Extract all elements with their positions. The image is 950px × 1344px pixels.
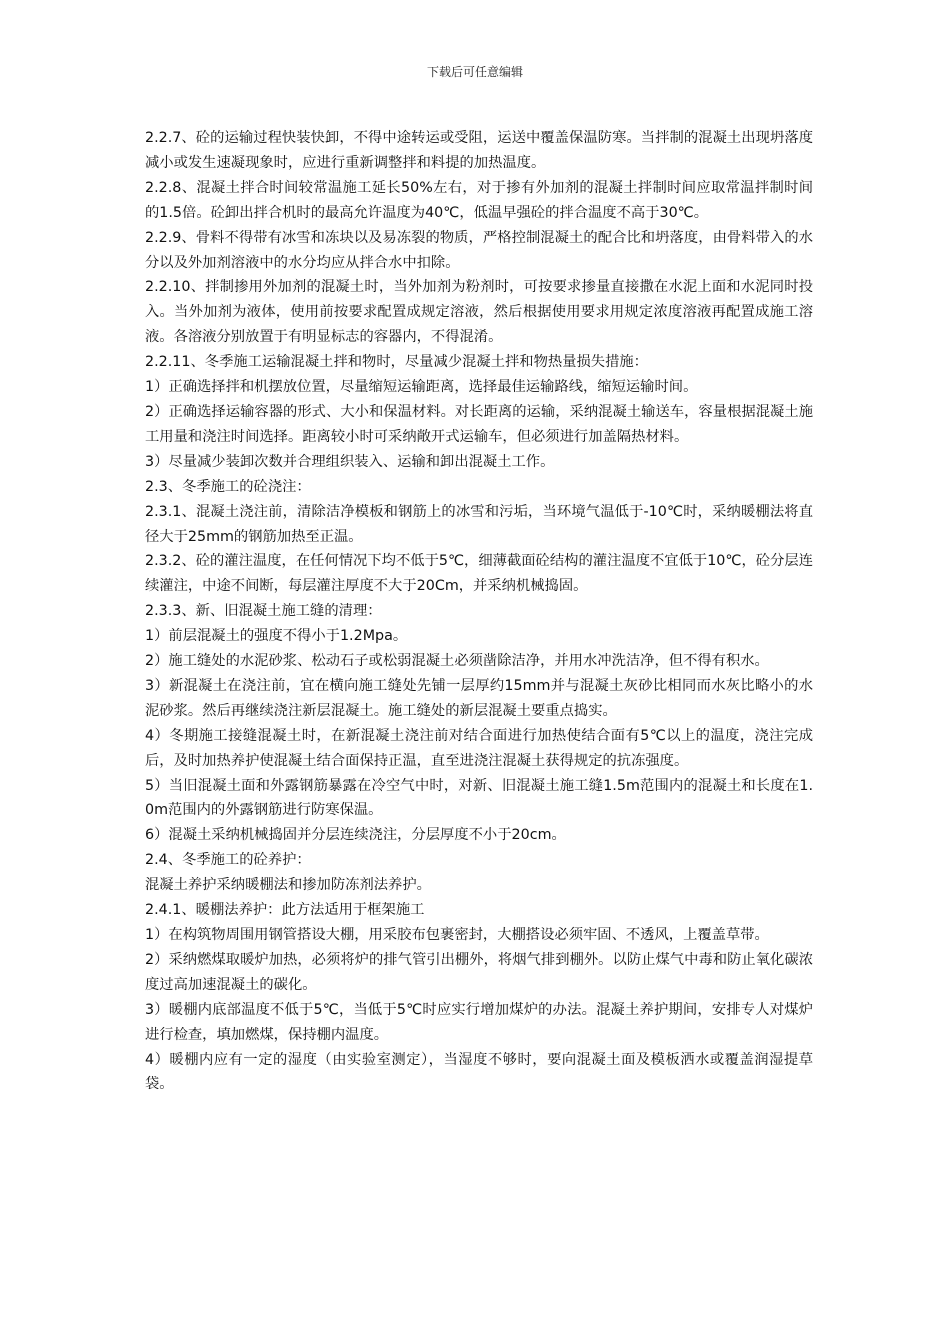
paragraph-2-2-11: 2.2.11、冬季施工运输混凝土拌和物时，尽量减少混凝土拌和物热量损失措施：: [145, 354, 648, 371]
paragraph-2-2-7: 2.2.7、砼的运输过程快装快卸，不得中途转运或受阻，运送中覆盖保温防寒。当拌制的混凝土出现坍落度减小或发生速凝现象时，应进行重新调整拌和料提的加热温度。: [145, 130, 813, 171]
section-heading-2-3: 2.3、冬季施工的砼浇注：: [145, 478, 311, 495]
list-item: 5）当旧混凝土面和外露钢筋暴露在冷空气中时，对新、旧混凝土施工缝1.5m范围内的混凝土和长度在1.0m范围内的外露钢筋进行防寒保温。: [145, 777, 813, 819]
list-item: 2）施工缝处的水泥砂浆、松动石子或松弱混凝土必须凿除洁净，并用水冲洗洁净，但不得有积水。: [145, 653, 769, 670]
paragraph-intro: 混凝土养护采纳暖棚法和掺加防冻剂法养护。: [145, 877, 431, 894]
list-item: 1）在构筑物周围用钢管搭设大棚，用采胶布包裹密封，大棚搭设必须牢固、不透风，上覆盖草带。: [145, 927, 769, 943]
list-item: 6）混凝土采纳机械捣固并分层连续浇注，分层厚度不小于20cm。: [145, 827, 566, 844]
list-item: 1）前层混凝土的强度不得小于1.2Mpa。: [145, 628, 408, 645]
list-item: 3）新混凝土在浇注前，宜在横向施工缝处先铺一层厚约15mm并与混凝土灰砂比相同而水灰比略小的水泥砂浆。然后再继续浇注新层混凝土。施工缝处的新层混凝土要重点捣实。: [145, 677, 813, 719]
paragraph-2-3-1: 2.3.1、混凝土浇注前，清除洁净模板和钢筋上的冰雪和污垢，当环境气温低于-10℃时，采纳暖棚法将直径大于25mm的钢筋加热至正温。: [145, 503, 813, 545]
list-item: 1）正确选择拌和机摆放位置，尽量缩短运输距离，选择最佳运输路线，缩短运输时间。: [145, 379, 698, 396]
paragraph-2-4-1: 2.4.1、暖棚法养护：此方法适用于框架施工: [145, 902, 425, 919]
paragraph-2-2-9: 2.2.9、骨料不得带有冰雪和冻块以及易冻裂的物质，严格控制混凝土的配合比和坍落度，由骨料带入的水分以及外加剂溶液中的水分均应从拌合水中扣除。: [145, 229, 813, 271]
list-item: 2）正确选择运输容器的形式、大小和保温材料。对长距离的运输，采纳混凝土输送车，容量根据混凝土施工用量和浇注时间选择。距离较小时可采纳敞开式运输车，但必须进行加盖隔热材料。: [145, 403, 813, 445]
section-heading-2-4: 2.4、冬季施工的砼养护：: [145, 852, 311, 869]
list-item: 3）暖棚内底部温度不低于5℃，当低于5℃时应实行增加煤炉的办法。混凝土养护期间，安排专人对煤炉进行检查，填加燃煤，保持棚内温度。: [145, 1001, 813, 1043]
document-body: [145, 126, 813, 1097]
paragraph-2-3-3: 2.3.3、新、旧混凝土施工缝的清理：: [145, 603, 382, 620]
list-item: 2）采纳燃煤取暖炉加热，必须将炉的排气管引出棚外，将烟气排到棚外。以防止煤气中毒和防止氧化碳浓度过高加速混凝土的碳化。: [145, 951, 813, 993]
list-item: 4）暖棚内应有一定的湿度（由实验室测定），当湿度不够时，要向混凝土面及模板洒水或覆盖润湿提草袋。: [145, 1051, 813, 1093]
list-item: 4）冬期施工接缝混凝土时，在新混凝土浇注前对结合面进行加热使结合面有5℃以上的温度，浇注完成后，及时加热养护使混凝土结合面保持正温，直至进浇注混凝土获得规定的抗冻强度。: [145, 727, 813, 769]
paragraph-2-2-8: 2.2.8、混凝土拌合时间较常温施工延长50%左右，对于掺有外加剂的混凝土拌制时间应取常温拌制时间的1.5倍。砼卸出拌合机时的最高允许温度为40℃，低温早强砼的拌合温度不高于30℃。: [145, 179, 813, 221]
page-header: 下载后可任意编辑: [426, 65, 523, 79]
paragraph-2-3-2: 2.3.2、砼的灌注温度，在任何情况下均不低于5℃，细薄截面砼结构的灌注温度不宜低于10℃，砼分层连续灌注，中途不间断，每层灌注厚度不大于20Cm，并采纳机械捣固。: [145, 553, 813, 595]
list-item: 3）尽量减少装卸次数并合理组织装入、运输和卸出混凝土工作。: [145, 453, 555, 470]
paragraph-2-2-10: 2.2.10、拌制掺用外加剂的混凝土时，当外加剂为粉剂时，可按要求掺量直接撒在水泥上面和水泥同时投入。当外加剂为液体，使用前按要求配置成规定溶液，然后根据使用要求用规定浓度溶液再配置成施工溶液。各溶液分别放置于有明显标志的容器内，不得混淆。: [145, 279, 813, 346]
